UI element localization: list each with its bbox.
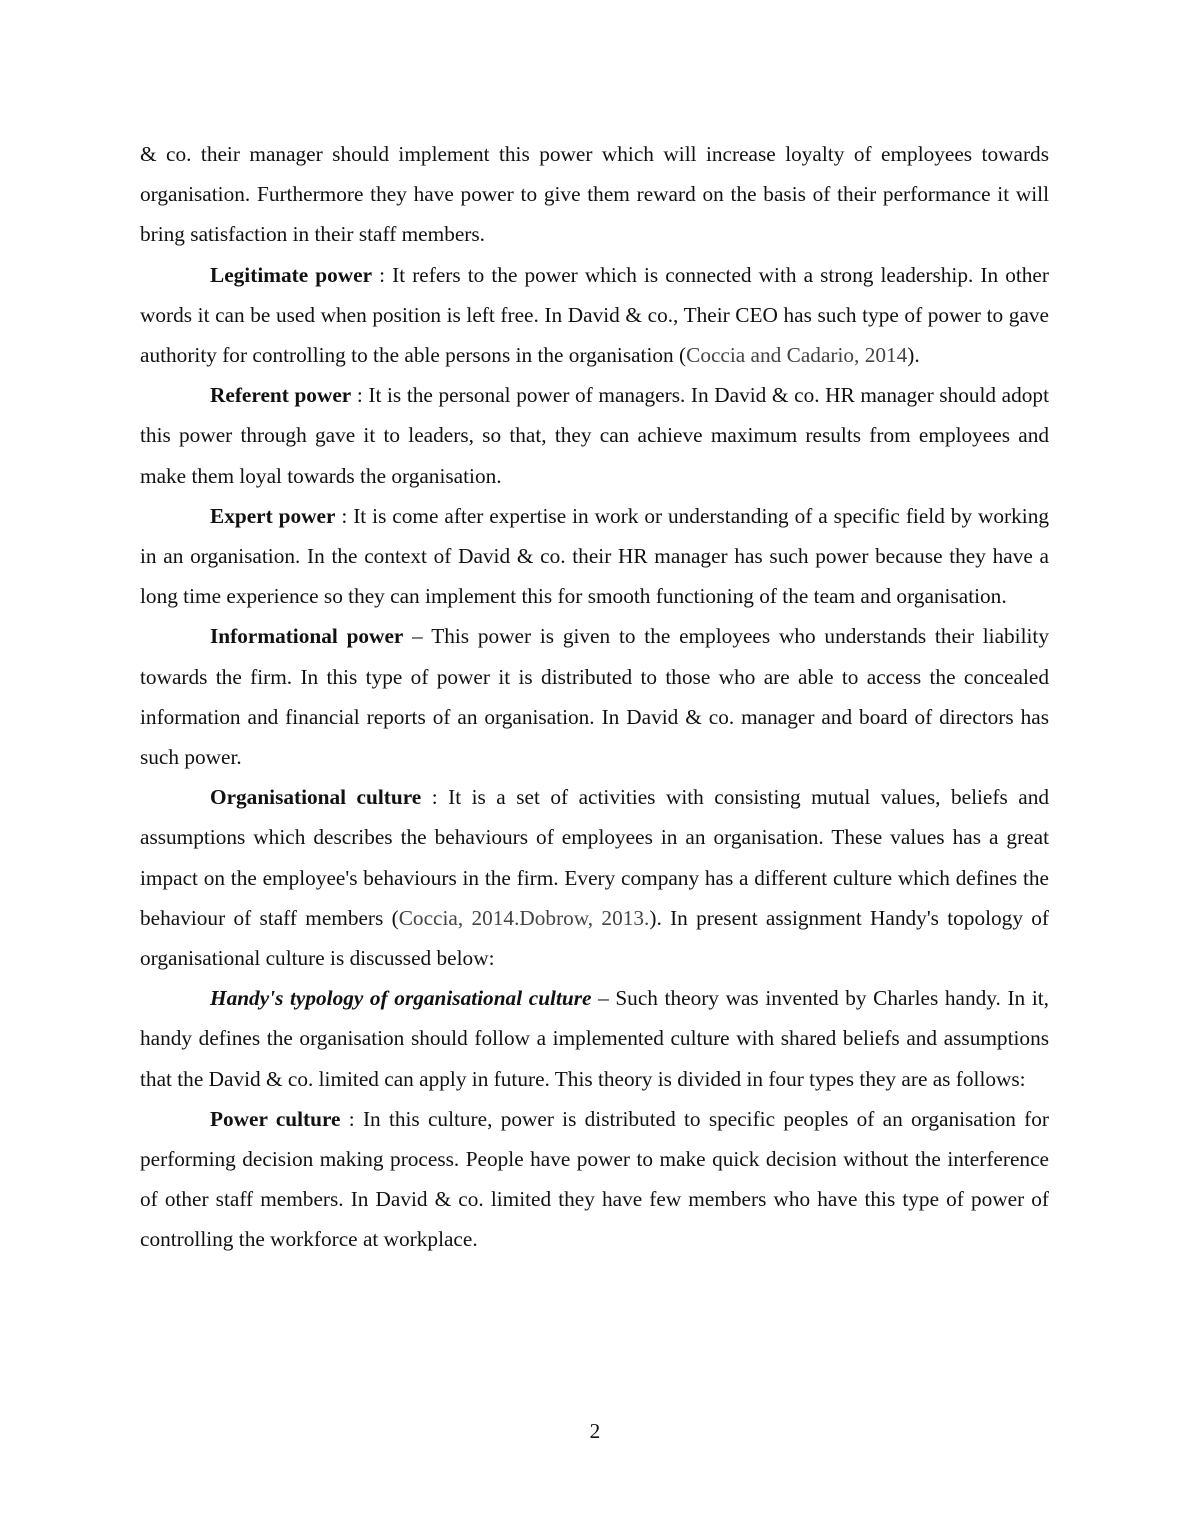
term-heading: Referent power: [210, 383, 352, 408]
term-heading: Handy's typology of organisational culture: [210, 986, 592, 1011]
paragraph-text-after: ). In present assignment Handy's topology of organisational culture is discussed below:: [140, 905, 1050, 971]
paragraph-text: & co. their manager should implement this power which will increase loyalty of employees towards organisation. Furthermore they have power to give them reward on the basis of their performance it will bring satisfaction in their staff members.: [140, 142, 1049, 247]
term-heading: Power culture: [210, 1106, 341, 1131]
paragraph-legitimate-power: [140, 255, 1049, 376]
paragraph-informational-power: [140, 616, 1049, 777]
page-number: 2: [589, 1419, 601, 1443]
paragraph-continuation: [140, 134, 1049, 255]
term-heading: Organisational culture: [210, 785, 422, 810]
term-heading: Informational power: [210, 624, 404, 649]
paragraph-text: : It is the personal power of managers. In David & co. HR manager should adopt this power through gave it to leaders, so that, they can achieve maximum results from employees and make them loyal towards the organisation.: [140, 383, 1049, 488]
paragraph-text: : In this culture, power is distributed to specific peoples of an organisation for performing decision making process. People have power to make quick decision without the interference of other staff members. In David & co. limited they have few members who have this type of power of controlling the workforce at workplace.: [140, 1106, 1049, 1252]
paragraph-text: – Such theory was invented by Charles handy. In it, handy defines the organisation should follow a implemented culture with shared beliefs and assumptions that the David & co. limited can apply in future. This theory is divided in four types they are as follows:: [140, 986, 1049, 1091]
paragraph-text-after: ).: [907, 343, 920, 368]
citation: Coccia and Cadario, 2014: [686, 343, 908, 368]
paragraph-text: – This power is given to the employees who understands their liability towards the firm. In this type of power it is distributed to those who are able to access the concealed information and financial reports of an organisation. In David & co. manager and board of directors has such power.: [140, 624, 1049, 770]
citation: Coccia, 2014.Dobrow, 2013.: [398, 905, 650, 930]
term-heading: Expert power: [210, 503, 336, 528]
paragraph-organisational-culture: [140, 777, 1049, 978]
paragraph-handys-typology: [140, 978, 1049, 1099]
paragraph-text: : It is come after expertise in work or understanding of a specific field by working in an organisation. In the context of David & co. their HR manager has such power because they have a long time experience so they can implement this for smooth functioning of the team and organisation.: [140, 503, 1050, 609]
page-body: [140, 134, 1049, 1260]
paragraph-referent-power: [140, 375, 1049, 496]
paragraph-power-culture: [140, 1099, 1049, 1260]
term-heading: Legitimate power: [210, 262, 373, 287]
paragraph-expert-power: [140, 496, 1049, 617]
paragraph-text: : It refers to the power which is connected with a strong leadership. In other words it can be used when position is left free. In David & co., Their CEO has such type of power to gave authority for controlling to the able persons in the organisation (: [140, 262, 1049, 368]
paragraph-text: : It is a set of activities with consisting mutual values, beliefs and assumptions which describes the behaviours of employees in an organisation. These values has a great impact on the employee's behaviours in the firm. Every company has a different culture which defines the behaviour of staff members (: [140, 785, 1049, 930]
